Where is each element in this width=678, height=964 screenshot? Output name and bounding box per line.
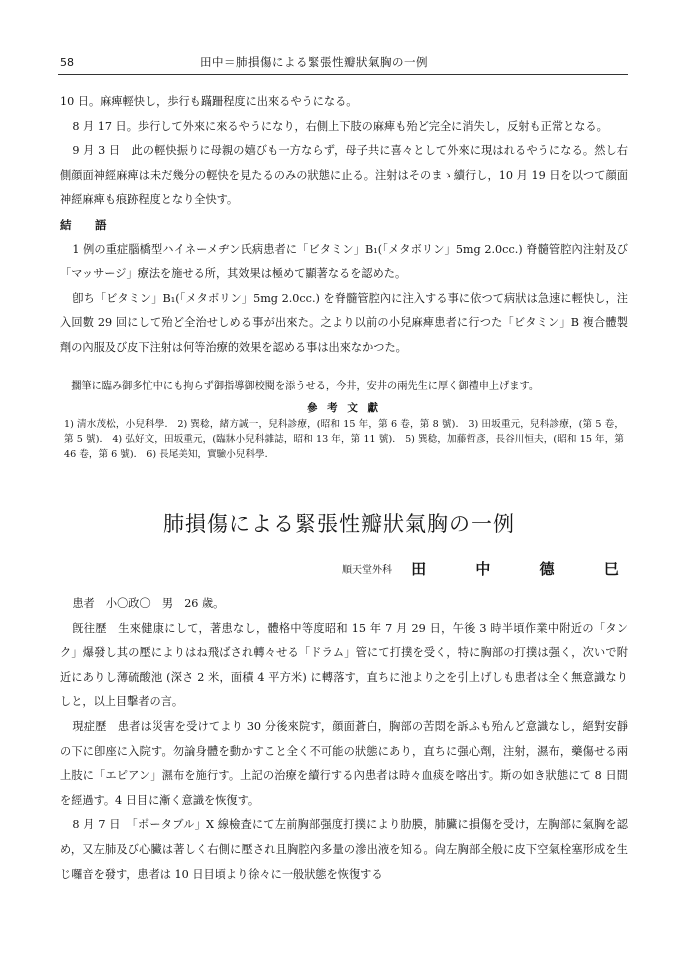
article-title: 肺損傷による緊張性瓣狀氣胸の一例 — [163, 512, 515, 536]
conclusion-heading: 結 語 — [60, 217, 113, 232]
author-affiliation: 順天堂外科 — [342, 565, 392, 576]
paragraph: 卽ち「ビタミン」B₁(「メタボリン」5mg 2.0cc.) を脊髓管腔內に注入する事に依つて病狀は急速に輕快し，注入回數 29 回にして殆ど全治せしめる事が出來た。之より以前の小兒麻痺患者に行つた「ビタミン」B 複合體製劑の內服及び皮下注射は何等治療的效果を認める事は出來なかつた。 — [60, 291, 628, 354]
byline — [342, 558, 642, 579]
running-head: 田中＝肺損傷による緊張性瓣狀氣胸の一例 — [200, 55, 428, 69]
acknowledgement: 擱筆に臨み御多忙中にも拘らず御指導御校閱を添うせる，今井，安井の兩先生に厚く御禮申上げます。 — [71, 381, 540, 392]
article-body — [60, 592, 628, 887]
references-title: 參 考 文 獻 — [307, 402, 381, 414]
previous-article-body — [60, 90, 628, 361]
author-name: 田 中 德 巳 — [411, 560, 641, 578]
references-block — [64, 400, 624, 462]
references-list: 1) 淸水茂松，小兒科學． 2) 巽稔，緒方誠一，兒科診療，(昭和 15 年，第 6 卷，第 8 號)． 3) 田坂重元，兒科診療，(第 5 卷，第 5 號)． 4) 弘好文，田坂重元，(臨牀小兒科雜誌，昭和 13 年，第 11 號)． 5) 巽稔，加藤哲彥，長谷川恒夫，(昭和 15 年，第 46 卷，第 6 號)． 6) 長尾美知，實驗小兒科學． — [64, 419, 624, 460]
paragraph: 患者 小〇政〇 男 26 歲。 — [72, 597, 225, 610]
paragraph: 1 例の重症腦橋型ハイネーメヂン氏病患者に「ビタミン」B₁(「メタボリン」5mg 2.0cc.) 脊髓管腔內注射及び「マッサージ」療法を施せる所，其效果は極めて顯著なるを認めた。 — [60, 242, 628, 281]
paragraph: 8 月 17 日。歩行して外來に來るやうになり，右側上下肢の麻痺も殆ど完全に消失し，反射も正常となる。 — [72, 119, 608, 133]
paragraph: 現症歷 患者は災害を受けてより 30 分後來院す，顔面蒼白，胸部の苦悶を訴ふも殆んど意識なし，絕對安靜の下に卽座に入院す。勿論身體を動かすこと全く不可能の狀態にあり，直ちに强心劑，注射，濕布，藥傷せる兩上肢に「エピアン」濕布を施行す。上記の治療を續行する內患者は時々血痰を喀出す。斯の如き狀態にて 8 日間を經過す。4 日目に漸く意識を恢復す。 — [60, 719, 628, 807]
paragraph: 9 月 3 日 此の輕快振りに母親の嬉びも一方ならず，母子共に喜々として外來に現はれるやうになる。然し右側顔面神經麻痺は未だ幾分の輕快を見たるのみの狀態に止る。注射はそのまゝ續行し，10 月 19 日を以つて顔面神經麻痺も痕跡程度となり全快す。 — [60, 144, 628, 207]
acknowledgement-block — [60, 378, 628, 396]
page-number: 58 — [60, 56, 74, 69]
paragraph: 旣往歷 生來健康にして，著患なし，體格中等度昭和 15 年 7 月 29 日，午後 3 時半頃作業中附近の「タンク」爆發し其の壓によりはね飛ばされ轉々せる「ドラム」管にて打撲を受く，特に胸部の打撲は强く，次いで附近にありし薄硫酸池 (深さ 2 米，面積 4 平方米) に轉落す，直ちに池より之を引上げしも患者は全く無意識なりしと，以上目擊者の言。 — [60, 621, 628, 709]
header-rule — [58, 74, 628, 75]
paragraph: 8 月 7 日 「ポータブル」X 線檢査にて左前胸部强度打撲により肋膜，肺臟に損傷を受け，左胸部に氣胸を認め，又左肺及び心臟は著しく右側に壓され且胸腔內多量の滲出液を知る。尙左胸部全般に皮下空氣栓塞形成を生じ囉音を發す，患者は 10 日目頃より徐々に一般狀態を恢復する — [60, 818, 628, 881]
paragraph: 10 日。麻痺輕快し，歩行も蹣跚程度に出來るやうになる。 — [60, 95, 358, 108]
